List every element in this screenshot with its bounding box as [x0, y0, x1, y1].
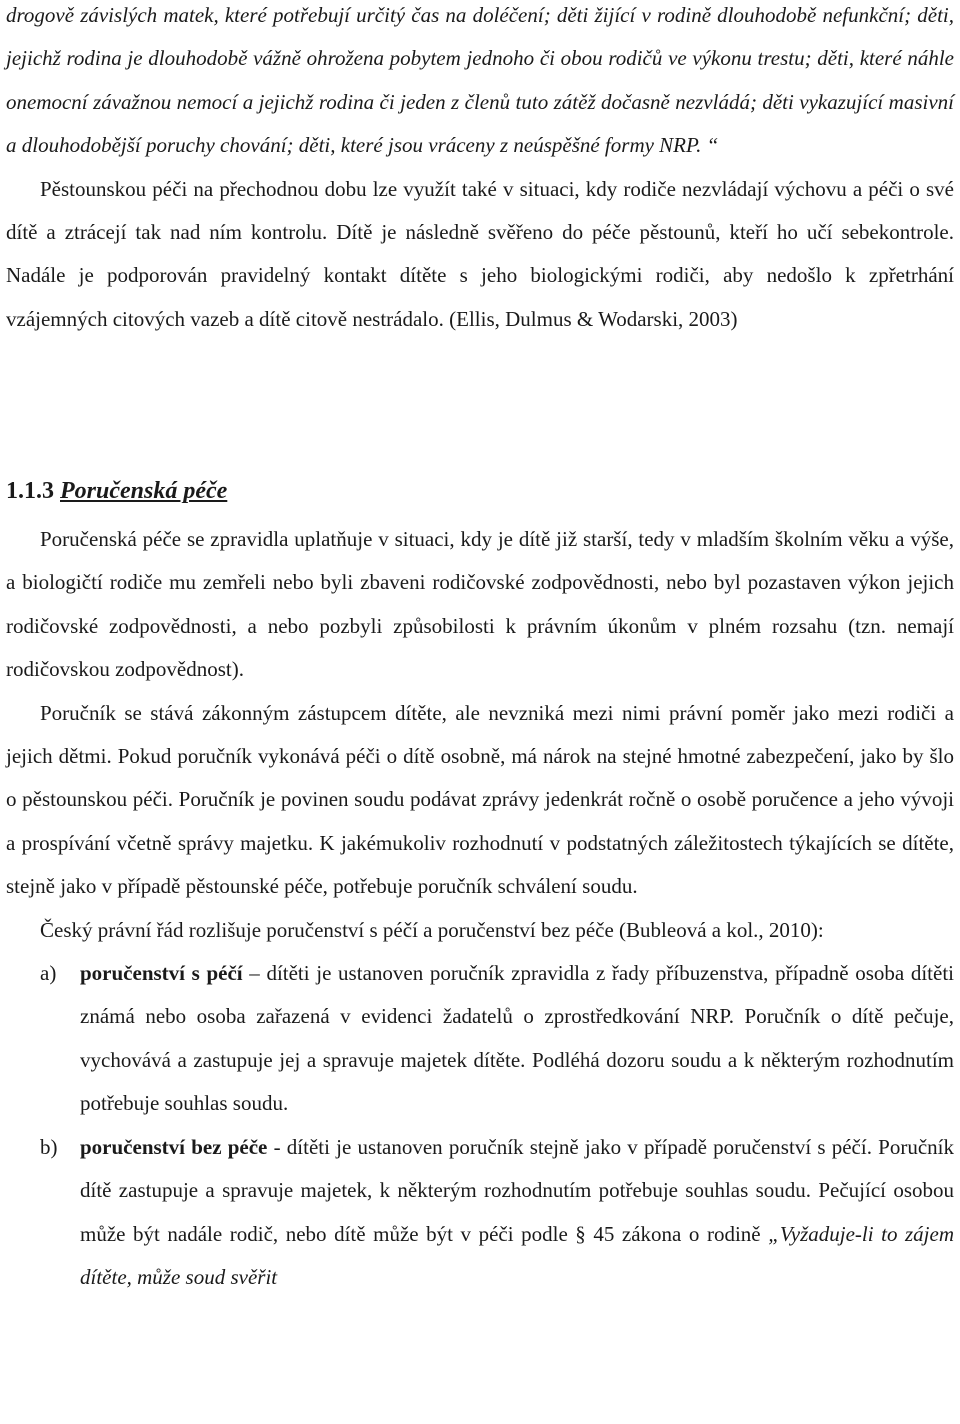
list-item-text [80, 1126, 954, 1300]
list-marker: b) [40, 1134, 58, 1159]
list-marker: a) [40, 961, 57, 986]
italic-quote-paragraph [6, 0, 954, 168]
paragraph-guardian-role: Poručník se stává zákonným zástupcem dítěte, ale nevzniká mezi nimi právní poměr jako mezi rodiči a jejich dětmi. Pokud poručník vykonává péči o dítě osobně, má nárok na stejné hmotné zabezpečení, jako by šlo o pěstounskou péči. Poručník je povinen soudu podávat zprávy jedenkrát ročně o osobě poručence a jeho vývoji a prospívání včetně správy majetku. K jakémukoliv rozhodnutí v podstatných záležitostech týkajících se dítěte, stejně jako v případě pěstounské péče, potřebuje poručník schválení soudu. [6, 700, 954, 899]
list-item-b [6, 1126, 954, 1300]
list-term: poručenství bez péče [80, 1134, 268, 1159]
list-quote: „Vyžaduje-li to zájem dítěte, může soud svěřit [80, 1221, 955, 1289]
section-body [6, 518, 954, 1299]
list-description: - dítěti je ustanoven poručník stejně jako v případě poručenství s péčí. Poručník dítě zastupuje a spravuje majetek, k některým rozhodnutím potřebuje souhlas soudu. Pečující osobou může být nadále rodič, nebo dítě může být v péči podle § 45 zákona o rodině [80, 1134, 954, 1246]
paragraph-legal-distinction: Český právní řád rozlišuje poručenství s péčí a poručenství bez péče (Bubleová a kol., 2010): [40, 917, 824, 942]
list-term: poručenství s péčí [80, 961, 243, 986]
list-description: – dítěti je ustanoven poručník zpravidla z řady příbuzenstva, případně osoba dítěti známá nebo osoba zařazená v evidenci žadatelů o zprostředkování NRP. Poručník o dítě pečuje, vychovává a zastupuje jej a spravuje majetek dítěte. Podléhá dozoru soudu a k některým rozhodnutím potřebuje souhlas soudu. [80, 961, 955, 1116]
section-number: 1.1.3 [6, 478, 54, 504]
list-item-text [80, 952, 954, 1126]
italic-quote-text: drogově závislých matek, které potřebují určitý čas na doléčení; děti žijící v rodině dlouhodobě nefunkční; děti, jejichž rodina je dlouhodobě vážně ohrožena pobytem jednoho či obou rodičů ve výkonu trestu; děti, které náhle onemocní závažnou nemocí a jejichž rodina či jeden z členů tuto zátěž dočasně nezvládá; děti vykazující masivní a dlouhodobější poruchy chování; děti, které jsou vráceny z neúspěšné formy NRP. [6, 3, 954, 158]
prev-section-text [6, 0, 954, 341]
paragraph-guardianship-intro: Poručenská péče se zpravidla uplatňuje v situaci, kdy je dítě již starší, tedy v mladším školním věku a výše, a biologičtí rodiče mu zemřeli nebo byli zbaveni rodičovské zodpovědnosti, nebo byl pozastaven výkon jejich rodičovské zodpovědnosti, a nebo pozbyli způsobilosti k právním úkonům v plném rozsahu (tzn. nemají rodičovskou zodpovědnost). [6, 527, 954, 682]
paragraph-foster-care-transition: Pěstounskou péči na přechodnou dobu lze využít také v situaci, kdy rodiče nezvládají výchovu a péči o své dítě a ztrácejí tak nad ním kontrolu. Dítě je následně svěřeno do péče pěstounů, kteří ho učí sebekontrole. Nadále je podporován pravidelný kontakt dítěte s jeho biologickými rodiči, aby nedošlo k zpřetrhání vzájemných citových vazeb a dítě citově nestrádalo. (Ellis, Dulmus & Wodarski, 2003) [6, 176, 954, 331]
list-item-a [6, 952, 954, 1126]
closing-quote-mark: “ [701, 133, 719, 158]
section-title: Poručenská péče [60, 478, 228, 504]
section-heading [6, 476, 227, 506]
